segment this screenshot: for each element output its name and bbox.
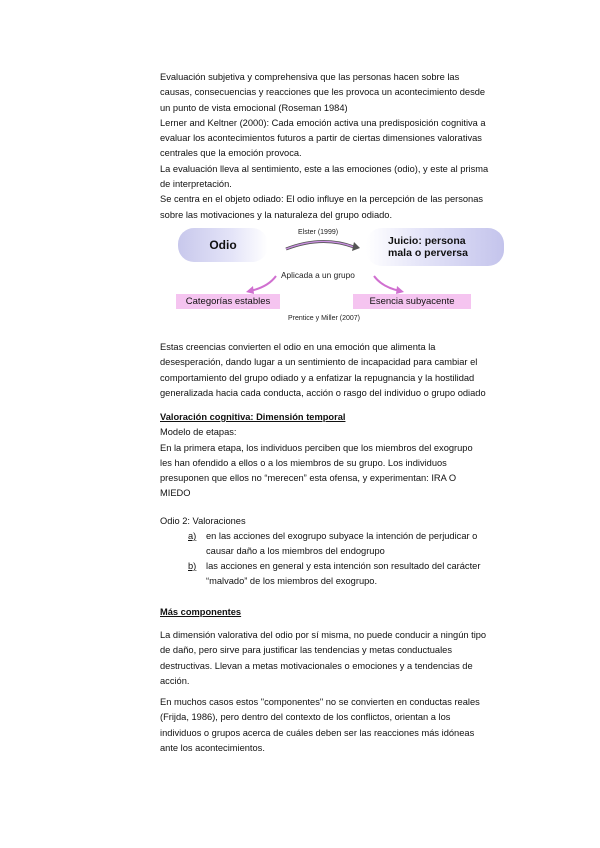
list-item	[188, 559, 480, 574]
text-line: evaluar los acontecimientos futuros a partir de ciertas dimensiones valorativas	[160, 133, 482, 144]
text-line: acción.	[160, 675, 190, 686]
odio2-label: Odio 2: Valoraciones	[160, 516, 246, 526]
list-marker: b)	[188, 561, 197, 571]
odio-oval	[178, 228, 268, 262]
hate-diagram	[170, 225, 515, 325]
odio-label: Odio	[209, 238, 237, 252]
judgment-oval	[366, 228, 504, 266]
text-line: comportamiento del grupo odiado y a enfatizar la repugnancia y la hostilidad	[160, 372, 475, 383]
judgment-label-line2: mala o perversa	[388, 247, 468, 259]
list-line: las acciones en general y esta intención son resultado del carácter	[206, 561, 481, 571]
middle-label: Aplicada a un grupo	[281, 270, 355, 280]
text-line: centrales que la emoción provoca.	[160, 148, 302, 159]
section-heading: Más componentes	[160, 607, 242, 617]
underlying-essence-label: Esencia subyacente	[369, 296, 455, 307]
judgment-label-line1: Juicio: persona	[388, 235, 466, 247]
text-line: sobre las motivaciones y la naturaleza del grupo odiado.	[160, 209, 393, 220]
text-line: Estas creencias convierten el odio en una emoción que alimenta la	[160, 342, 436, 352]
text-line: causas, consecuencias y reacciones que les provoca un acontecimiento desde	[160, 87, 486, 98]
text-line: Evaluación subjetiva y comprehensiva que las personas hacen sobre las	[160, 72, 460, 82]
components-heading	[160, 605, 525, 620]
text-line: generalizada hacia cada conducta, acción o rasgo del individuo o grupo odiado	[160, 387, 486, 398]
text-line: Se centra en el objeto odiado: El odio influye en la percepción de las personas	[160, 194, 484, 205]
list-line: en las acciones del exogrupo subyace la intención de perjudicar o	[206, 531, 478, 541]
beliefs-paragraph	[160, 340, 525, 401]
text-line: individuos o grupos acerca de cuáles deben ser las reacciones más idóneas	[160, 727, 475, 738]
bottom-citation: Prentice y Miller (2007)	[288, 315, 360, 322]
list-line: “malvado” de los miembros del exogrupo.	[206, 576, 378, 586]
list-line: causar daño a los miembros del endogrupo	[206, 546, 385, 556]
temporal-section	[160, 410, 525, 502]
text-line: de daño, pero sirve para justificar las tendencias y metas conductuales	[160, 645, 452, 656]
text-line: Lerner and Keltner (2000): Cada emoción activa una predisposición cognitiva a	[160, 117, 486, 128]
text-line: En muchos casos estos "componentes" no se convierten en conductas reales	[160, 697, 480, 707]
arrow-top-label: Elster (1999)	[298, 229, 339, 236]
text-line: En la primera etapa, los individuos perciben que los miembros del exogrupo	[160, 442, 473, 453]
list-marker: a)	[188, 531, 197, 541]
text-line: destructivas. Llevan a metas motivacionales o emociones y a tendencias de	[160, 660, 473, 671]
text-line: ante los acontecimientos.	[160, 742, 265, 753]
text-line: La evaluación lleva al sentimiento, este a las emociones (odio), y este al prisma	[160, 163, 489, 174]
text-line: desesperación, dando lugar a un sentimiento de incapacidad para cambiar el	[160, 357, 478, 368]
text-line: La dimensión valorativa del odio por sí misma, no puede conducir a ningún tipo	[160, 630, 487, 640]
text-line: MIEDO	[160, 488, 191, 499]
text-line: de interpretación.	[160, 179, 232, 190]
text-line: Modelo de etapas:	[160, 427, 237, 438]
list-item	[188, 529, 477, 544]
components-paragraph-2	[160, 695, 525, 756]
text-line: un punto de vista emocional (Roseman 1984)	[160, 102, 348, 113]
intro-paragraph	[160, 70, 525, 223]
stable-categories-label: Categorías estables	[185, 296, 271, 307]
underlying-essence-box	[353, 294, 471, 309]
stable-categories-box	[176, 294, 280, 309]
components-paragraph-1	[160, 628, 525, 689]
curved-arrow-icon	[282, 235, 362, 257]
section-heading: Valoración cognitiva: Dimensión temporal	[160, 412, 346, 422]
text-line: les han ofendido a ellos o a los miembros de su grupo. Los individuos	[160, 457, 447, 468]
text-line: (Frijda, 1986), pero dentro del contexto de los conflictos, orientan a los	[160, 712, 451, 723]
text-line: presuponen que ellos no “merecen” esta ofensa, y experimentan: IRA O	[160, 473, 457, 484]
